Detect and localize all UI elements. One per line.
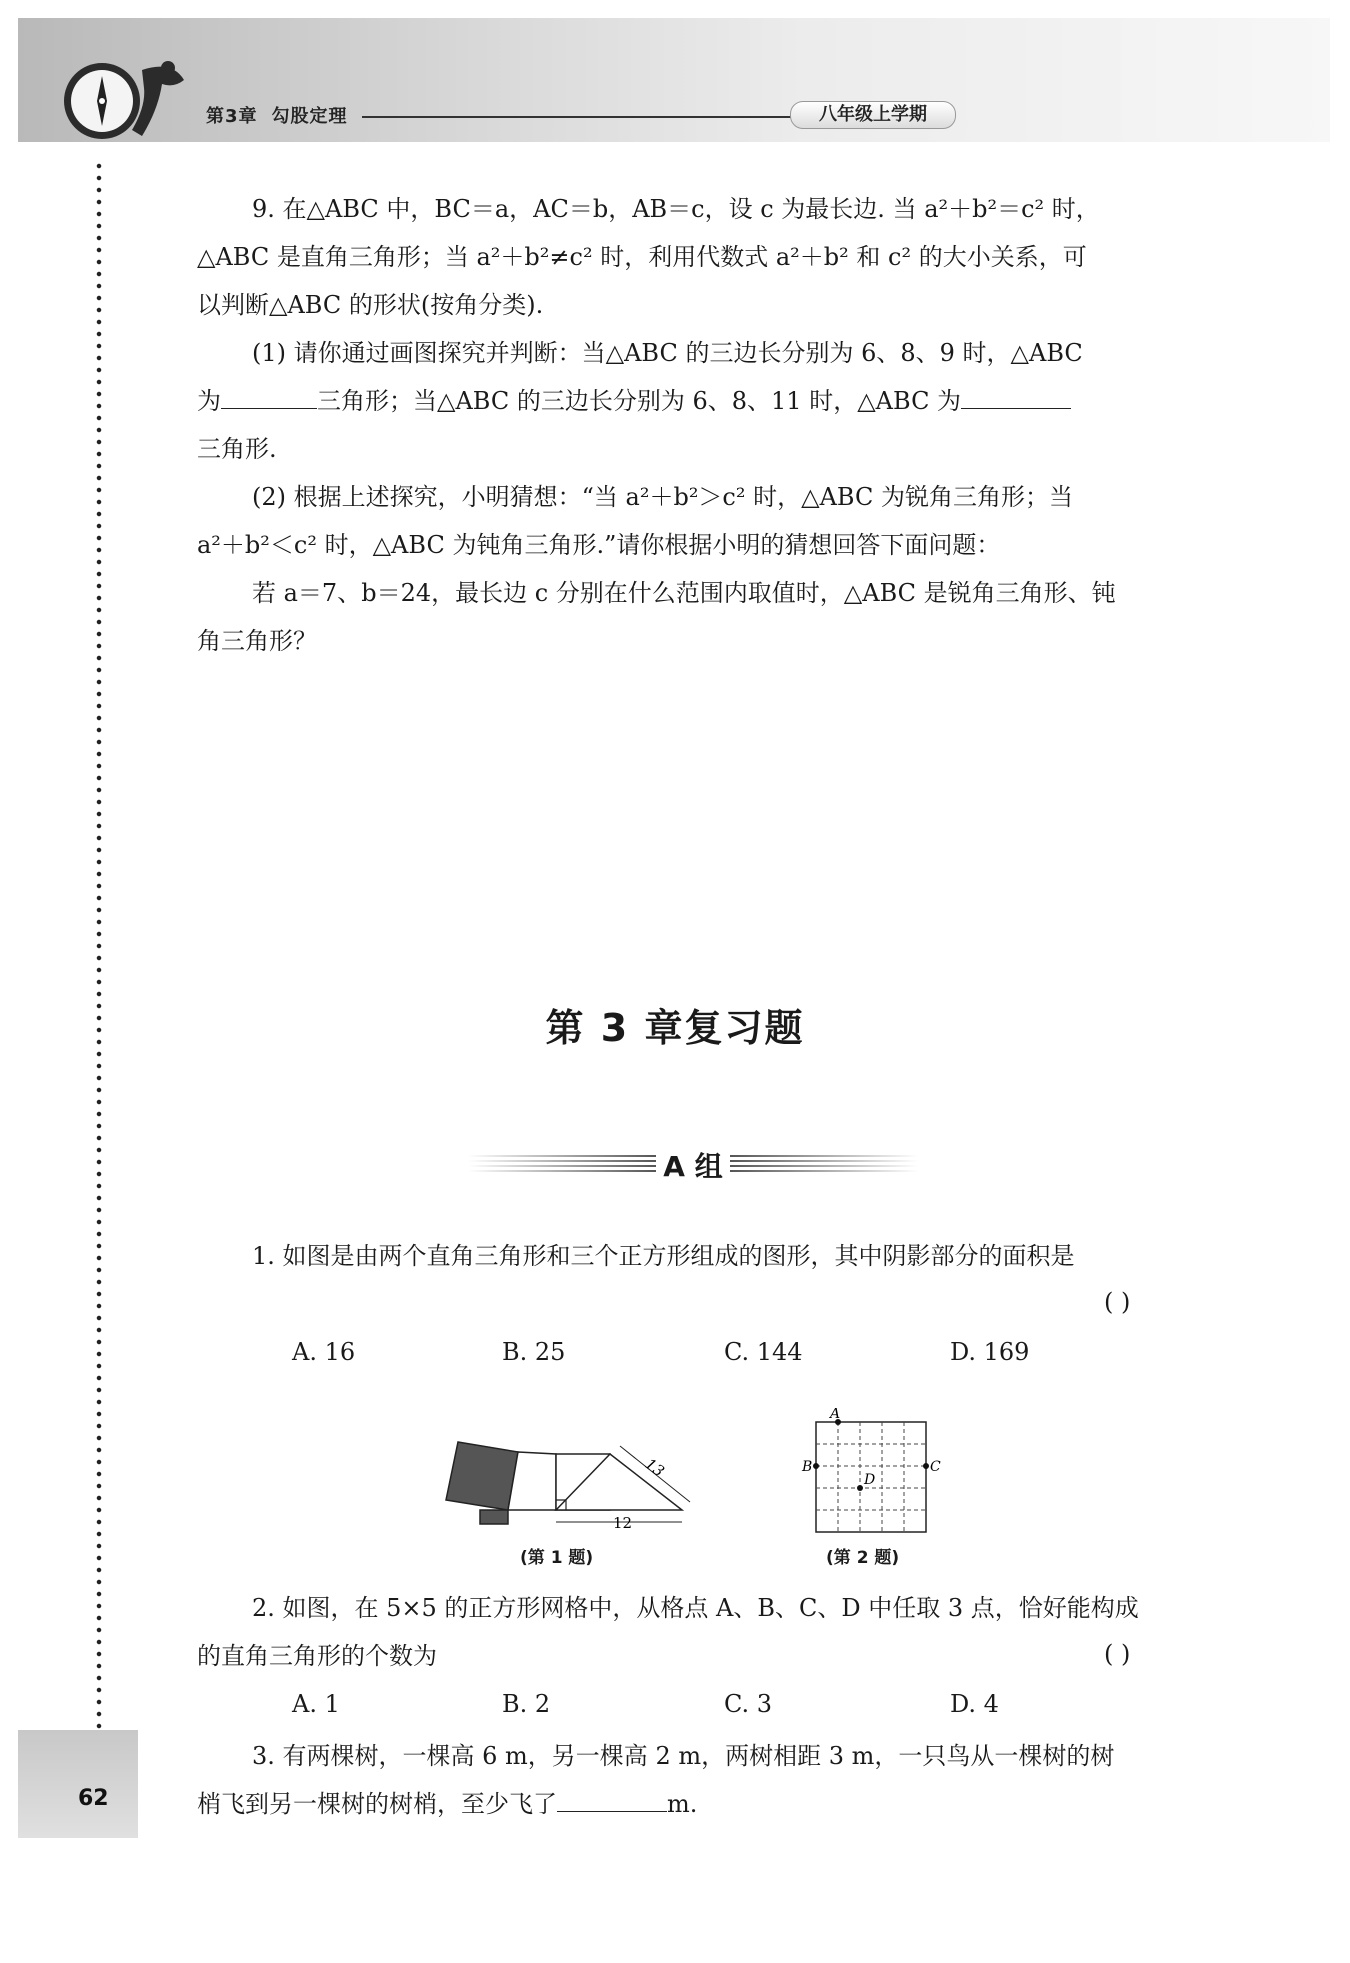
fig1-label-12: 12: [613, 1514, 633, 1532]
q9-part2-line-2: a²＋b²＜c² 时，△ABC 为钝角三角形.”请你根据小明的猜想回答下面问题：: [197, 531, 1001, 559]
binding-dots: [96, 160, 102, 1730]
q9-part2-line-1: (2) 根据上述探究，小明猜想：“当 a²＋b²＞c² 时，△ABC 为锐角三角形；当: [252, 483, 1073, 511]
chapter-label: [206, 102, 362, 128]
q3-text-a: 梢飞到另一棵树的树梢，至少飞了: [197, 1790, 557, 1818]
fig1-caption: (第 1 题): [520, 1548, 594, 1568]
group-title-text: A 组: [663, 1150, 723, 1183]
group-title-rule-right: [730, 1155, 918, 1173]
q2-choice-c[interactable]: C. 3: [724, 1690, 773, 1718]
q1-choice-a[interactable]: A. 16: [292, 1338, 356, 1366]
q9-part1-text-a: 为: [197, 387, 221, 415]
fig2-label-a: A: [830, 1408, 841, 1422]
q2-choice-a[interactable]: A. 1: [292, 1690, 340, 1718]
q2-choice-b[interactable]: B. 2: [502, 1690, 551, 1718]
section-title: 第 3 章复习题: [545, 1006, 805, 1050]
group-title-rule-left: [468, 1155, 656, 1173]
chapter-number: 第3章: [206, 106, 258, 127]
q9-part1-line-1: (1) 请你通过画图探究并判断：当△ABC 的三边长分别为 6、8、9 时，△ABC: [252, 339, 1083, 367]
q9-line-1: 9. 在△ABC 中，BC＝a，AC＝b，AB＝c，设 c 为最长边. 当 a²＋b²＝c² 时，: [252, 195, 1100, 223]
q3-text-b: m.: [667, 1790, 698, 1818]
q9-part2-line-4: 角三角形？: [197, 627, 317, 655]
q1-choice-c[interactable]: C. 144: [724, 1338, 803, 1366]
fig2-point-c: [923, 1463, 929, 1469]
chapter-title: 勾股定理: [271, 106, 348, 127]
q1-stem: 1. 如图是由两个直角三角形和三个正方形组成的图形，其中阴影部分的面积是: [252, 1242, 1075, 1270]
q1-choice-d[interactable]: D. 169: [950, 1338, 1030, 1366]
fig2-point-d: [857, 1485, 863, 1491]
fig1-shaded-square-large: [446, 1442, 518, 1510]
q1-answer-paren[interactable]: ( ): [1104, 1288, 1131, 1316]
fig2-caption: (第 2 题): [826, 1548, 900, 1568]
fig2-label-c: C: [930, 1459, 941, 1475]
q9-part1-line-2: [197, 385, 1071, 417]
q2-line-2: 的直角三角形的个数为: [197, 1642, 437, 1670]
page-number-box: [18, 1730, 138, 1838]
q3-line-1: 3. 有两棵树，一棵高 6 m，另一棵高 2 m，两树相距 3 m，一只鸟从一棵树的树: [252, 1742, 1115, 1770]
q2-choice-d[interactable]: D. 4: [950, 1690, 999, 1718]
answer-blank-1[interactable]: [221, 386, 317, 409]
fig2-label-d: D: [864, 1472, 876, 1488]
q2-answer-paren[interactable]: ( ): [1104, 1640, 1131, 1668]
fig2-label-b: B: [802, 1459, 813, 1475]
grade-badge: 八年级上学期: [790, 101, 956, 129]
q9-part1-text-b: 三角形；当△ABC 的三边长分别为 6、8、11 时，△ABC 为: [317, 387, 962, 415]
answer-blank-3[interactable]: [557, 1789, 667, 1812]
q9-part1-line-3: 三角形.: [197, 435, 277, 463]
q9-part2-line-3: 若 a＝7、b＝24，最长边 c 分别在什么范围内取值时，△ABC 是锐角三角形、钝: [252, 579, 1116, 607]
q1-choice-b[interactable]: B. 25: [502, 1338, 566, 1366]
page-number: 62: [78, 1786, 109, 1811]
fig1-label-13: 13: [641, 1454, 668, 1481]
q9-line-3: 以判断△ABC 的形状(按角分类).: [197, 291, 544, 319]
q9-line-2: △ABC 是直角三角形；当 a²＋b²≠c² 时，利用代数式 a²＋b² 和 c² 的大小关系，可: [197, 243, 1087, 271]
answer-blank-2[interactable]: [961, 386, 1071, 409]
q2-line-1: 2. 如图，在 5×5 的正方形网格中，从格点 A、B、C、D 中任取 3 点，恰好能构成: [252, 1594, 1139, 1622]
q3-line-2: [197, 1788, 697, 1820]
fig1-shaded-square-small: [480, 1510, 508, 1524]
figure-2: [796, 1408, 946, 1538]
compass-logo-icon: [62, 60, 192, 142]
figure-1: [430, 1430, 700, 1560]
group-title: [468, 1145, 918, 1185]
fig2-point-b: [813, 1463, 819, 1469]
header-rule: [362, 116, 792, 118]
